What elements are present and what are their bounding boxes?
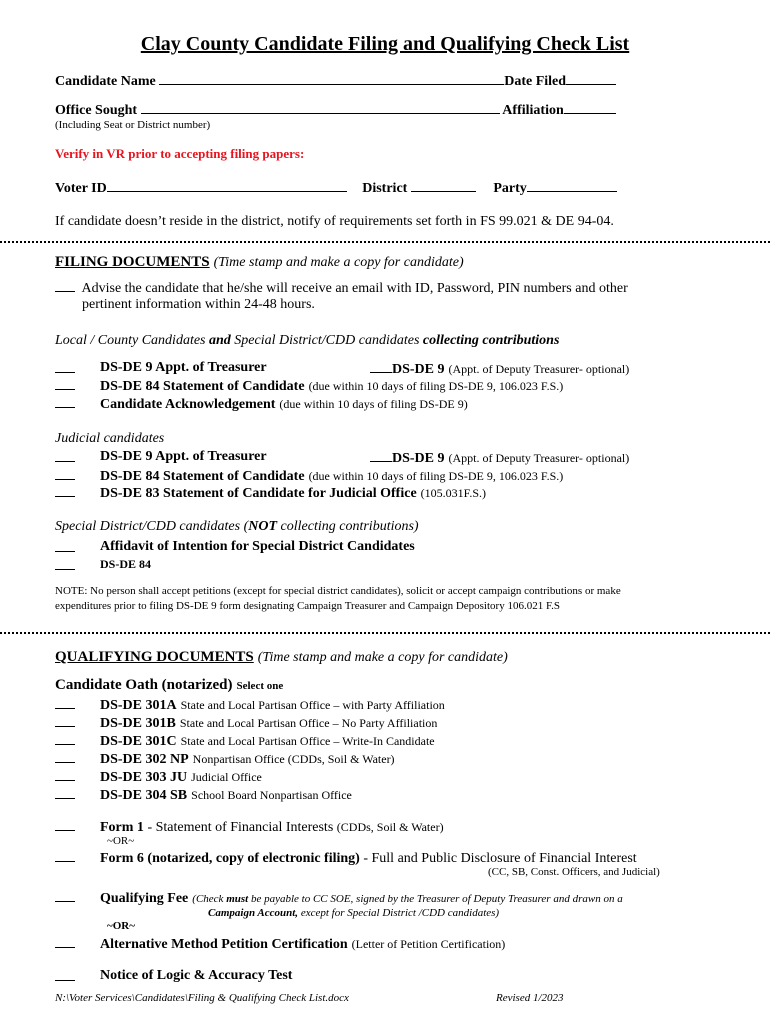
- fee-note-line2: [208, 907, 499, 919]
- checkbox-line[interactable]: [55, 890, 75, 902]
- special-label-a: Special District/CDD candidates (: [55, 519, 249, 534]
- form6-label: Form 6 (notarized, copy of electronic filing): [100, 851, 360, 866]
- fee-label: Qualifying Fee: [100, 891, 189, 906]
- checkbox-line[interactable]: [55, 468, 75, 480]
- oath-heading-row: [55, 676, 283, 694]
- checkbox-line[interactable]: [55, 769, 75, 781]
- local-item-2-note: (due within 10 days of filing DS-DE 9, 106.023 F.S.): [308, 379, 564, 393]
- local-label: [55, 333, 559, 349]
- local-item-2-label: DS-DE 84 Statement of Candidate: [100, 379, 305, 394]
- local-item-1-label: DS-DE 9 Appt. of Treasurer: [100, 360, 267, 375]
- oath-item: [55, 732, 435, 750]
- checkbox-line[interactable]: [55, 697, 75, 709]
- oath-item-note: State and Local Partisan Office – No Party Affiliation: [179, 716, 438, 730]
- oath-item-label: DS-DE 301B: [100, 716, 176, 731]
- fee-note-b: be payable to CC SOE, signed by the Treasurer of Deputy Treasurer and drawn on a: [248, 893, 623, 905]
- advise-checkbox-row: [55, 280, 628, 297]
- oath-item-note: School Board Nonpartisan Office: [191, 788, 352, 802]
- footer-path: N:\Voter Services\Candidates\Filing & Qualifying Check List.docx: [55, 992, 349, 1004]
- checkbox-line[interactable]: [55, 969, 75, 981]
- checkbox-line[interactable]: [55, 787, 75, 799]
- note-line2: expenditures prior to filing DS-DE 9 form designating Campaign Treasurer and Campaign Depository 106.021 F.S: [55, 600, 561, 612]
- district-blank[interactable]: [411, 179, 476, 192]
- date-filed-label: Date Filed: [504, 74, 567, 89]
- checkbox-line[interactable]: [55, 558, 75, 570]
- page-title: Clay County Candidate Filing and Qualifying Check List: [140, 33, 630, 55]
- checkbox-line[interactable]: [55, 936, 75, 948]
- voter-id-blank[interactable]: [107, 179, 347, 192]
- judicial-item-3-note: (105.031F.S.): [420, 486, 487, 500]
- candidate-name-blank[interactable]: [159, 72, 504, 85]
- residence-note: If candidate doesn’t reside in the district, notify of requirements set forth in FS 99.021 & DE 94-04.: [55, 214, 614, 229]
- or-separator: ~OR~: [107, 835, 135, 847]
- oath-item-label: DS-DE 304 SB: [100, 788, 188, 803]
- filing-heading-row: [55, 253, 464, 271]
- qualifying-heading: QUALIFYING DOCUMENTS: [55, 649, 254, 665]
- local-label-b: Special District/CDD candidates: [230, 333, 423, 348]
- oath-item-label: DS-DE 302 NP: [100, 752, 189, 767]
- qualifying-heading-note: (Time stamp and make a copy for candidate): [257, 650, 508, 665]
- oath-select: Select one: [236, 680, 284, 692]
- oath-item: [55, 786, 352, 804]
- or-separator: ~OR~: [107, 920, 135, 932]
- fee-note-a: (Check: [192, 893, 227, 905]
- checkbox-line[interactable]: [55, 733, 75, 745]
- local-label-c: collecting contributions: [422, 333, 560, 348]
- logic-test-label: Notice of Logic & Accuracy Test: [100, 968, 293, 983]
- oath-item-note: Judicial Office: [191, 770, 262, 784]
- local-label-a: Local / County Candidates: [55, 333, 209, 348]
- checkbox-line[interactable]: [55, 751, 75, 763]
- office-sought-blank[interactable]: [141, 101, 500, 114]
- judicial-item-2-note: (due within 10 days of filing DS-DE 9, 106.023 F.S.): [308, 469, 564, 483]
- oath-item: [55, 714, 438, 732]
- form6-note: (CC, SB, Const. Officers, and Judicial): [488, 866, 660, 878]
- form1-row: [55, 818, 444, 836]
- party-label: Party: [493, 181, 527, 196]
- form1-label: Form 1: [100, 820, 144, 835]
- special-item-2: [55, 557, 152, 575]
- local-deputy-row: [370, 360, 629, 378]
- local-label-and: and: [209, 333, 231, 348]
- oath-item-note: State and Local Partisan Office – Write-In Candidate: [180, 734, 435, 748]
- special-item-1: [55, 539, 415, 557]
- special-label-b: collecting contributions): [277, 519, 419, 534]
- note-line1: NOTE: No person shall accept petitions (except for special district candidates), solicit or accept campaign contributions or make: [55, 585, 621, 597]
- judicial-item-2: [55, 467, 564, 485]
- candidate-name-row: [55, 72, 616, 90]
- form1-note: (CDDs, Soil & Water): [336, 820, 444, 834]
- checkbox-line[interactable]: [370, 361, 392, 373]
- oath-item: [55, 768, 262, 786]
- special-label-not: NOT: [248, 519, 278, 534]
- judicial-item-3: [55, 484, 487, 502]
- checkbox-line[interactable]: [55, 850, 75, 862]
- verify-note: Verify in VR prior to accepting filing papers:: [55, 146, 305, 161]
- judicial-item-3-label: DS-DE 83 Statement of Candidate for Judicial Office: [100, 486, 417, 501]
- oath-item: [55, 750, 395, 768]
- oath-item-note: Nonpartisan Office (CDDs, Soil & Water): [192, 752, 395, 766]
- oath-item: [55, 696, 445, 714]
- fee-must: must: [226, 893, 249, 905]
- affiliation-label: Affiliation: [502, 103, 564, 118]
- checkbox-line[interactable]: [55, 540, 75, 552]
- fee-row: [55, 889, 623, 907]
- alt-method-row: [55, 935, 506, 953]
- checkbox-line[interactable]: [55, 361, 75, 373]
- fee-note-c: Campaign Account,: [208, 907, 299, 919]
- oath-item-label: DS-DE 301C: [100, 734, 177, 749]
- local-deputy-note: (Appt. of Deputy Treasurer- optional): [448, 362, 630, 376]
- oath-item-label: DS-DE 301A: [100, 698, 177, 713]
- footer-revised: Revised 1/2023: [496, 992, 564, 1004]
- candidate-name-label: Candidate Name: [55, 74, 156, 89]
- office-sought-row: [55, 101, 616, 119]
- checkbox-line[interactable]: [55, 485, 75, 497]
- oath-item-note: State and Local Partisan Office – with Party Affiliation: [180, 698, 445, 712]
- alt-method-label: Alternative Method Petition Certification: [100, 937, 348, 952]
- office-note: (Including Seat or District number): [55, 119, 211, 131]
- filing-heading: FILING DOCUMENTS: [55, 254, 210, 270]
- checkbox-line[interactable]: [55, 715, 75, 727]
- section-divider: [0, 241, 770, 243]
- judicial-deputy-row: [370, 449, 629, 467]
- local-deputy-label: DS-DE 9: [392, 362, 445, 377]
- local-item-3-label: Candidate Acknowledgement: [100, 397, 276, 412]
- judicial-deputy-note: (Appt. of Deputy Treasurer- optional): [448, 451, 630, 465]
- special-item-2-label: DS-DE 84: [100, 557, 152, 571]
- oath-label: Candidate Oath (notarized): [55, 677, 233, 693]
- alt-method-note: (Letter of Petition Certification): [351, 937, 506, 951]
- checkbox-line[interactable]: [370, 450, 392, 462]
- office-sought-label: Office Sought: [55, 103, 138, 118]
- date-filed-blank[interactable]: [566, 72, 616, 85]
- form6-text: - Full and Public Disclosure of Financial Interest: [359, 851, 637, 866]
- qualifying-heading-row: [55, 648, 508, 666]
- party-blank[interactable]: [527, 179, 617, 192]
- logic-test-row: [55, 968, 293, 986]
- judicial-item-1: [55, 449, 267, 467]
- oath-item-label: DS-DE 303 JU: [100, 770, 188, 785]
- form6-row: [55, 849, 637, 867]
- local-item-3-note: (due within 10 days of filing DS-DE 9): [279, 397, 468, 411]
- judicial-item-1-label: DS-DE 9 Appt. of Treasurer: [100, 449, 267, 464]
- district-label: District: [362, 181, 408, 196]
- checkbox-line[interactable]: [55, 396, 75, 408]
- advise-line1: Advise the candidate that he/she will receive an email with ID, Password, PIN numbers and other: [81, 281, 628, 296]
- special-label: [55, 519, 419, 535]
- checkbox-line[interactable]: [55, 378, 75, 390]
- fee-note-d: except for Special District /CDD candidates): [298, 907, 500, 919]
- local-item-1: [55, 360, 267, 378]
- affiliation-blank[interactable]: [564, 101, 616, 114]
- judicial-item-2-label: DS-DE 84 Statement of Candidate: [100, 469, 305, 484]
- section-divider: [0, 632, 770, 634]
- advise-line2: pertinent information within 24-48 hours.: [82, 297, 315, 312]
- local-item-2: [55, 377, 564, 395]
- form1-text: - Statement of Financial Interests: [143, 820, 337, 835]
- checkbox-line[interactable]: [55, 450, 75, 462]
- checkbox-line[interactable]: [55, 280, 75, 292]
- judicial-deputy-label: DS-DE 9: [392, 451, 445, 466]
- voter-id-row: [55, 179, 617, 197]
- special-item-1-label: Affidavit of Intention for Special District Candidates: [100, 539, 415, 554]
- judicial-label: Judicial candidates: [55, 431, 165, 446]
- local-item-3: [55, 395, 468, 413]
- filing-heading-note: (Time stamp and make a copy for candidate): [213, 255, 464, 270]
- voter-id-label: Voter ID: [55, 181, 107, 196]
- checkbox-line[interactable]: [55, 819, 75, 831]
